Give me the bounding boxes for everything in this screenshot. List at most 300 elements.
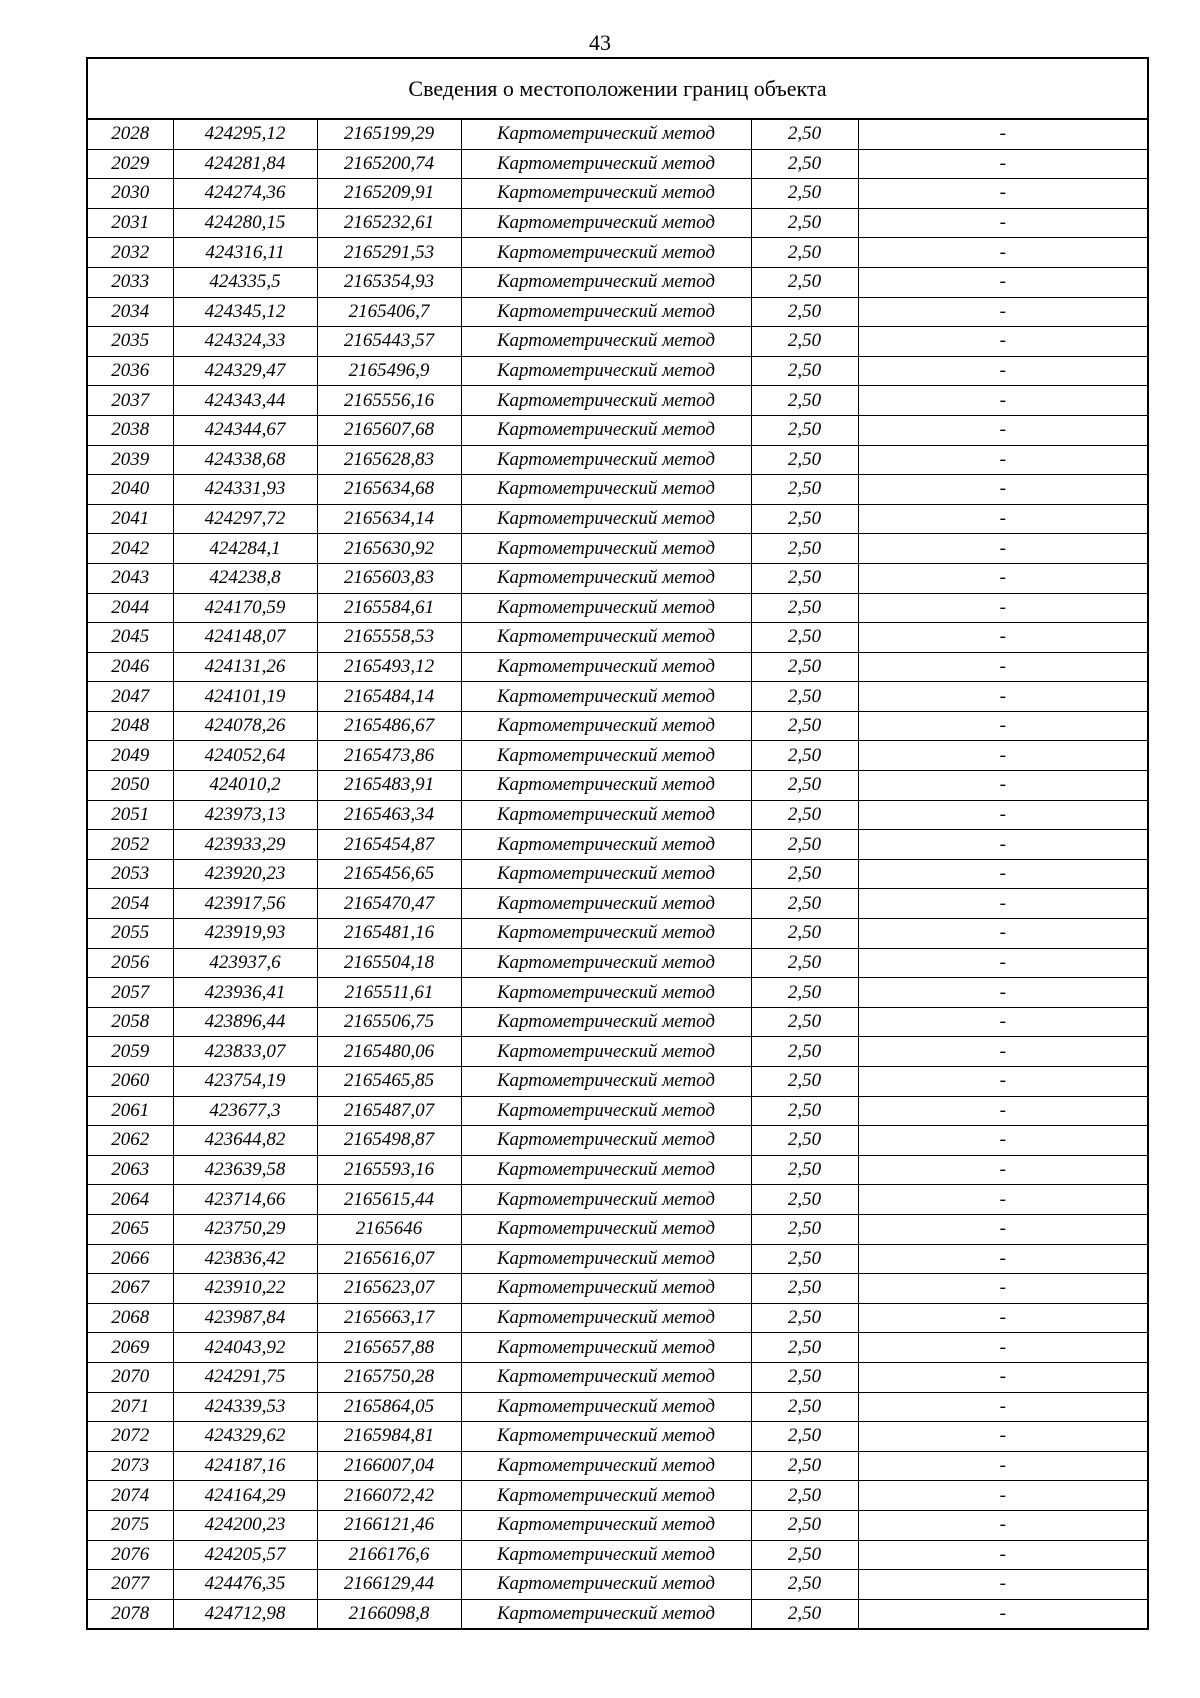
method-cell: Картометрический метод [461,563,751,593]
accuracy-cell: 2,50 [751,1274,858,1304]
point-number-cell: 2075 [88,1510,173,1540]
accuracy-cell: 2,50 [751,179,858,209]
method-cell: Картометрический метод [461,1510,751,1540]
y-coordinate-cell: 2165607,68 [317,415,461,445]
x-coordinate-cell: 423754,19 [173,1067,317,1097]
accuracy-cell: 2,50 [751,1481,858,1511]
accuracy-cell: 2,50 [751,1392,858,1422]
accuracy-cell: 2,50 [751,1214,858,1244]
table-row [88,1155,1147,1185]
description-cell: - [858,711,1147,741]
point-number-cell: 2028 [88,120,173,149]
description-cell: - [858,859,1147,889]
accuracy-cell: 2,50 [751,1244,858,1274]
method-cell: Картометрический метод [461,771,751,801]
y-coordinate-cell: 2165463,34 [317,800,461,830]
x-coordinate-cell: 423644,82 [173,1126,317,1156]
table-row [88,771,1147,801]
y-coordinate-cell: 2165511,61 [317,978,461,1008]
x-coordinate-cell: 423920,23 [173,859,317,889]
table-row [88,1244,1147,1274]
method-cell: Картометрический метод [461,1540,751,1570]
x-coordinate-cell: 424043,92 [173,1333,317,1363]
description-cell: - [858,1481,1147,1511]
description-cell: - [858,623,1147,653]
point-number-cell: 2033 [88,267,173,297]
table-row [88,1599,1147,1628]
description-cell: - [858,830,1147,860]
table-row [88,1333,1147,1363]
x-coordinate-cell: 424131,26 [173,652,317,682]
description-cell: - [858,1244,1147,1274]
accuracy-cell: 2,50 [751,445,858,475]
table-row [88,1007,1147,1037]
y-coordinate-cell: 2165615,44 [317,1185,461,1215]
x-coordinate-cell: 424324,33 [173,327,317,357]
method-cell: Картометрический метод [461,1303,751,1333]
description-cell: - [858,593,1147,623]
point-number-cell: 2048 [88,711,173,741]
y-coordinate-cell: 2165480,06 [317,1037,461,1067]
y-coordinate-cell: 2165506,75 [317,1007,461,1037]
y-coordinate-cell: 2165470,47 [317,889,461,919]
table-row [88,978,1147,1008]
description-cell: - [858,1303,1147,1333]
x-coordinate-cell: 424284,1 [173,534,317,564]
table-row [88,800,1147,830]
accuracy-cell: 2,50 [751,771,858,801]
point-number-cell: 2049 [88,741,173,771]
method-cell: Картометрический метод [461,1422,751,1452]
description-cell: - [858,919,1147,949]
coordinates-table [88,120,1147,1628]
table-row [88,593,1147,623]
x-coordinate-cell: 424291,75 [173,1362,317,1392]
x-coordinate-cell: 424170,59 [173,593,317,623]
accuracy-cell: 2,50 [751,889,858,919]
method-cell: Картометрический метод [461,179,751,209]
point-number-cell: 2077 [88,1570,173,1600]
x-coordinate-cell: 424010,2 [173,771,317,801]
table-row [88,563,1147,593]
table-row [88,1185,1147,1215]
table-row [88,120,1147,149]
accuracy-cell: 2,50 [751,208,858,238]
table-row [88,1214,1147,1244]
y-coordinate-cell: 2165603,83 [317,563,461,593]
table-row [88,948,1147,978]
description-cell: - [858,1570,1147,1600]
table-row [88,682,1147,712]
y-coordinate-cell: 2165456,65 [317,859,461,889]
accuracy-cell: 2,50 [751,741,858,771]
method-cell: Картометрический метод [461,238,751,268]
description-cell: - [858,267,1147,297]
method-cell: Картометрический метод [461,415,751,445]
description-cell: - [858,120,1147,149]
boundary-table-sheet [86,57,1149,1630]
x-coordinate-cell: 423677,3 [173,1096,317,1126]
y-coordinate-cell: 2165864,05 [317,1392,461,1422]
x-coordinate-cell: 424078,26 [173,711,317,741]
point-number-cell: 2073 [88,1451,173,1481]
y-coordinate-cell: 2165483,91 [317,771,461,801]
description-cell: - [858,1096,1147,1126]
accuracy-cell: 2,50 [751,297,858,327]
point-number-cell: 2043 [88,563,173,593]
table-row [88,741,1147,771]
accuracy-cell: 2,50 [751,1037,858,1067]
y-coordinate-cell: 2165473,86 [317,741,461,771]
method-cell: Картометрический метод [461,623,751,653]
coordinates-table-body [88,120,1147,1628]
y-coordinate-cell: 2165406,7 [317,297,461,327]
description-cell: - [858,1510,1147,1540]
point-number-cell: 2051 [88,800,173,830]
x-coordinate-cell: 423896,44 [173,1007,317,1037]
description-cell: - [858,1067,1147,1097]
accuracy-cell: 2,50 [751,711,858,741]
table-row [88,859,1147,889]
description-cell: - [858,1362,1147,1392]
point-number-cell: 2038 [88,415,173,445]
method-cell: Картометрический метод [461,1599,751,1628]
table-row [88,1422,1147,1452]
y-coordinate-cell: 2165200,74 [317,149,461,179]
accuracy-cell: 2,50 [751,563,858,593]
y-coordinate-cell: 2165623,07 [317,1274,461,1304]
method-cell: Картометрический метод [461,120,751,149]
point-number-cell: 2069 [88,1333,173,1363]
point-number-cell: 2072 [88,1422,173,1452]
method-cell: Картометрический метод [461,1481,751,1511]
table-row [88,1481,1147,1511]
method-cell: Картометрический метод [461,859,751,889]
y-coordinate-cell: 2165593,16 [317,1155,461,1185]
y-coordinate-cell: 2165750,28 [317,1362,461,1392]
accuracy-cell: 2,50 [751,1333,858,1363]
description-cell: - [858,1422,1147,1452]
y-coordinate-cell: 2165465,85 [317,1067,461,1097]
table-row [88,386,1147,416]
accuracy-cell: 2,50 [751,149,858,179]
table-row [88,1540,1147,1570]
method-cell: Картометрический метод [461,1096,751,1126]
y-coordinate-cell: 2165504,18 [317,948,461,978]
x-coordinate-cell: 424164,29 [173,1481,317,1511]
accuracy-cell: 2,50 [751,238,858,268]
x-coordinate-cell: 423987,84 [173,1303,317,1333]
point-number-cell: 2050 [88,771,173,801]
table-row [88,652,1147,682]
description-cell: - [858,149,1147,179]
description-cell: - [858,978,1147,1008]
accuracy-cell: 2,50 [751,1126,858,1156]
description-cell: - [858,741,1147,771]
point-number-cell: 2040 [88,475,173,505]
method-cell: Картометрический метод [461,919,751,949]
x-coordinate-cell: 424200,23 [173,1510,317,1540]
point-number-cell: 2032 [88,238,173,268]
y-coordinate-cell: 2165657,88 [317,1333,461,1363]
x-coordinate-cell: 424101,19 [173,682,317,712]
table-row [88,711,1147,741]
description-cell: - [858,238,1147,268]
y-coordinate-cell: 2165628,83 [317,445,461,475]
x-coordinate-cell: 424329,47 [173,356,317,386]
description-cell: - [858,386,1147,416]
table-row [88,889,1147,919]
y-coordinate-cell: 2165663,17 [317,1303,461,1333]
y-coordinate-cell: 2165443,57 [317,327,461,357]
x-coordinate-cell: 424712,98 [173,1599,317,1628]
method-cell: Картометрический метод [461,1155,751,1185]
method-cell: Картометрический метод [461,948,751,978]
table-row [88,1303,1147,1333]
y-coordinate-cell: 2165634,68 [317,475,461,505]
point-number-cell: 2046 [88,652,173,682]
method-cell: Картометрический метод [461,1274,751,1304]
x-coordinate-cell: 424238,8 [173,563,317,593]
table-row [88,297,1147,327]
y-coordinate-cell: 2165630,92 [317,534,461,564]
table-row [88,415,1147,445]
x-coordinate-cell: 424052,64 [173,741,317,771]
method-cell: Картометрический метод [461,297,751,327]
description-cell: - [858,1126,1147,1156]
y-coordinate-cell: 2165646 [317,1214,461,1244]
table-row [88,208,1147,238]
y-coordinate-cell: 2165486,67 [317,711,461,741]
description-cell: - [858,652,1147,682]
table-row [88,1274,1147,1304]
point-number-cell: 2067 [88,1274,173,1304]
y-coordinate-cell: 2165481,16 [317,919,461,949]
table-row [88,149,1147,179]
description-cell: - [858,800,1147,830]
description-cell: - [858,563,1147,593]
accuracy-cell: 2,50 [751,475,858,505]
method-cell: Картометрический метод [461,830,751,860]
table-row [88,504,1147,534]
description-cell: - [858,475,1147,505]
point-number-cell: 2037 [88,386,173,416]
table-row [88,1510,1147,1540]
description-cell: - [858,771,1147,801]
x-coordinate-cell: 424344,67 [173,415,317,445]
accuracy-cell: 2,50 [751,120,858,149]
description-cell: - [858,1155,1147,1185]
description-cell: - [858,356,1147,386]
point-number-cell: 2045 [88,623,173,653]
method-cell: Картометрический метод [461,1333,751,1363]
point-number-cell: 2066 [88,1244,173,1274]
accuracy-cell: 2,50 [751,386,858,416]
page-number: 43 [589,30,611,55]
point-number-cell: 2059 [88,1037,173,1067]
description-cell: - [858,504,1147,534]
description-cell: - [858,297,1147,327]
y-coordinate-cell: 2166007,04 [317,1451,461,1481]
point-number-cell: 2055 [88,919,173,949]
description-cell: - [858,889,1147,919]
description-cell: - [858,1037,1147,1067]
x-coordinate-cell: 423750,29 [173,1214,317,1244]
table-row [88,1096,1147,1126]
method-cell: Картометрический метод [461,711,751,741]
table-row [88,1451,1147,1481]
description-cell: - [858,1214,1147,1244]
accuracy-cell: 2,50 [751,534,858,564]
method-cell: Картометрический метод [461,978,751,1008]
point-number-cell: 2034 [88,297,173,327]
table-title: Сведения о местоположении границ объекта [88,59,1147,120]
x-coordinate-cell: 423919,93 [173,919,317,949]
accuracy-cell: 2,50 [751,1303,858,1333]
accuracy-cell: 2,50 [751,1422,858,1452]
description-cell: - [858,445,1147,475]
x-coordinate-cell: 424316,11 [173,238,317,268]
accuracy-cell: 2,50 [751,1362,858,1392]
method-cell: Картометрический метод [461,386,751,416]
method-cell: Картометрический метод [461,652,751,682]
accuracy-cell: 2,50 [751,1599,858,1628]
point-number-cell: 2058 [88,1007,173,1037]
table-row [88,1362,1147,1392]
description-cell: - [858,1333,1147,1363]
point-number-cell: 2030 [88,179,173,209]
x-coordinate-cell: 423714,66 [173,1185,317,1215]
x-coordinate-cell: 424335,5 [173,267,317,297]
y-coordinate-cell: 2165209,91 [317,179,461,209]
point-number-cell: 2056 [88,948,173,978]
point-number-cell: 2029 [88,149,173,179]
method-cell: Картометрический метод [461,1185,751,1215]
description-cell: - [858,1185,1147,1215]
x-coordinate-cell: 423833,07 [173,1037,317,1067]
y-coordinate-cell: 2166176,6 [317,1540,461,1570]
table-row [88,1570,1147,1600]
point-number-cell: 2039 [88,445,173,475]
point-number-cell: 2070 [88,1362,173,1392]
accuracy-cell: 2,50 [751,504,858,534]
y-coordinate-cell: 2165487,07 [317,1096,461,1126]
description-cell: - [858,179,1147,209]
y-coordinate-cell: 2165493,12 [317,652,461,682]
method-cell: Картометрический метод [461,267,751,297]
table-row [88,919,1147,949]
description-cell: - [858,534,1147,564]
method-cell: Картометрический метод [461,1126,751,1156]
x-coordinate-cell: 424339,53 [173,1392,317,1422]
description-cell: - [858,1392,1147,1422]
x-coordinate-cell: 424343,44 [173,386,317,416]
method-cell: Картометрический метод [461,475,751,505]
point-number-cell: 2060 [88,1067,173,1097]
method-cell: Картометрический метод [461,741,751,771]
x-coordinate-cell: 423910,22 [173,1274,317,1304]
method-cell: Картометрический метод [461,682,751,712]
table-row [88,356,1147,386]
accuracy-cell: 2,50 [751,830,858,860]
y-coordinate-cell: 2166072,42 [317,1481,461,1511]
x-coordinate-cell: 424297,72 [173,504,317,534]
y-coordinate-cell: 2166129,44 [317,1570,461,1600]
point-number-cell: 2078 [88,1599,173,1628]
x-coordinate-cell: 423933,29 [173,830,317,860]
description-cell: - [858,1540,1147,1570]
point-number-cell: 2053 [88,859,173,889]
y-coordinate-cell: 2165616,07 [317,1244,461,1274]
table-row [88,1126,1147,1156]
accuracy-cell: 2,50 [751,1185,858,1215]
table-row [88,475,1147,505]
table-row [88,179,1147,209]
table-row [88,534,1147,564]
point-number-cell: 2036 [88,356,173,386]
x-coordinate-cell: 424281,84 [173,149,317,179]
y-coordinate-cell: 2165496,9 [317,356,461,386]
accuracy-cell: 2,50 [751,1007,858,1037]
y-coordinate-cell: 2165556,16 [317,386,461,416]
x-coordinate-cell: 424148,07 [173,623,317,653]
point-number-cell: 2054 [88,889,173,919]
x-coordinate-cell: 424187,16 [173,1451,317,1481]
point-number-cell: 2035 [88,327,173,357]
point-number-cell: 2061 [88,1096,173,1126]
point-number-cell: 2041 [88,504,173,534]
y-coordinate-cell: 2165498,87 [317,1126,461,1156]
method-cell: Картометрический метод [461,889,751,919]
description-cell: - [858,948,1147,978]
accuracy-cell: 2,50 [751,859,858,889]
x-coordinate-cell: 423917,56 [173,889,317,919]
method-cell: Картометрический метод [461,534,751,564]
description-cell: - [858,1599,1147,1628]
x-coordinate-cell: 424295,12 [173,120,317,149]
accuracy-cell: 2,50 [751,1540,858,1570]
point-number-cell: 2074 [88,1481,173,1511]
accuracy-cell: 2,50 [751,919,858,949]
y-coordinate-cell: 2166098,8 [317,1599,461,1628]
y-coordinate-cell: 2165558,53 [317,623,461,653]
point-number-cell: 2047 [88,682,173,712]
point-number-cell: 2071 [88,1392,173,1422]
point-number-cell: 2052 [88,830,173,860]
x-coordinate-cell: 424205,57 [173,1540,317,1570]
method-cell: Картометрический метод [461,1244,751,1274]
accuracy-cell: 2,50 [751,800,858,830]
x-coordinate-cell: 424274,36 [173,179,317,209]
x-coordinate-cell: 424331,93 [173,475,317,505]
accuracy-cell: 2,50 [751,415,858,445]
accuracy-cell: 2,50 [751,356,858,386]
accuracy-cell: 2,50 [751,1510,858,1540]
table-row [88,445,1147,475]
accuracy-cell: 2,50 [751,652,858,682]
accuracy-cell: 2,50 [751,1067,858,1097]
accuracy-cell: 2,50 [751,948,858,978]
table-row [88,830,1147,860]
description-cell: - [858,327,1147,357]
point-number-cell: 2064 [88,1185,173,1215]
method-cell: Картометрический метод [461,800,751,830]
point-number-cell: 2057 [88,978,173,1008]
y-coordinate-cell: 2165584,61 [317,593,461,623]
point-number-cell: 2031 [88,208,173,238]
accuracy-cell: 2,50 [751,327,858,357]
method-cell: Картометрический метод [461,1214,751,1244]
